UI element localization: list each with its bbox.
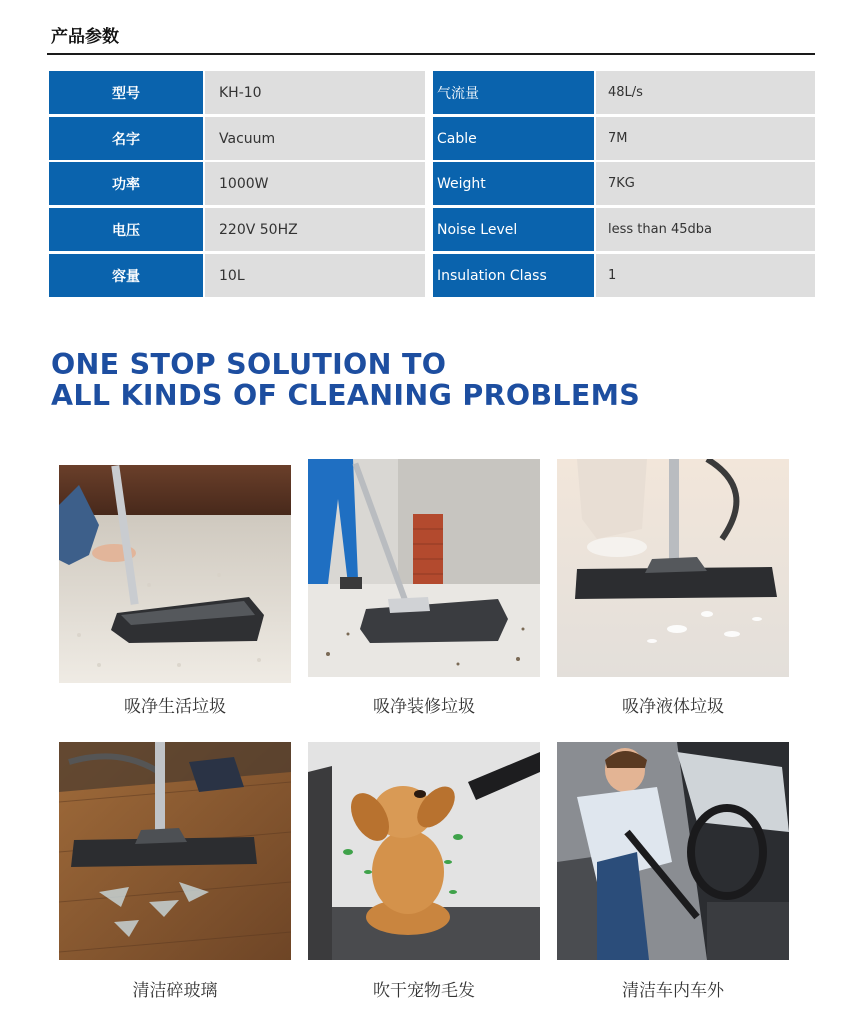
spec-label: 气流量 <box>433 71 594 114</box>
spec-label: Weight <box>433 162 594 205</box>
spec-label: 电压 <box>49 208 203 251</box>
title-divider <box>47 53 815 55</box>
headline-line-2: ALL KINDS OF CLEANING PROBLEMS <box>51 379 641 412</box>
tile-caption: 吹干宠物毛发 <box>373 981 475 1001</box>
tile-caption: 吸净生活垃圾 <box>124 697 226 717</box>
spec-row <box>49 254 815 297</box>
spec-value: 7M <box>596 117 815 160</box>
photo-glass-cleaning <box>59 742 291 960</box>
spec-label: 容量 <box>49 254 203 297</box>
section-title: 产品参数 <box>51 27 119 47</box>
spec-value: KH-10 <box>205 71 425 114</box>
spec-row <box>49 71 815 114</box>
tile-caption: 吸净液体垃圾 <box>622 697 724 717</box>
spec-value: 10L <box>205 254 425 297</box>
photo-car-cleaning <box>557 742 789 960</box>
spec-value: Vacuum <box>205 117 425 160</box>
spec-value: 48L/s <box>596 71 815 114</box>
tile-caption: 清洁碎玻璃 <box>132 981 218 1001</box>
spec-label: 名字 <box>49 117 203 160</box>
photo-liquid-cleaning <box>557 459 789 677</box>
tile-caption: 吸净装修垃圾 <box>373 697 475 717</box>
headline <box>51 349 640 411</box>
photo-renovation-cleaning <box>308 459 540 677</box>
photo-pet-drying <box>308 742 540 960</box>
headline-line-1: ONE STOP SOLUTION TO <box>51 348 447 381</box>
spec-table <box>49 71 815 298</box>
spec-row <box>49 208 815 251</box>
tile-caption: 清洁车内车外 <box>622 981 724 1001</box>
spec-value: 220V 50HZ <box>205 208 425 251</box>
spec-value: 7KG <box>596 162 815 205</box>
spec-label: 功率 <box>49 162 203 205</box>
spec-value: 1 <box>596 254 815 297</box>
spec-row <box>49 162 815 205</box>
spec-value: less than 45dba <box>596 208 815 251</box>
spec-value: 1000W <box>205 162 425 205</box>
spec-label: Cable <box>433 117 594 160</box>
spec-label: 型号 <box>49 71 203 114</box>
photo-carpet-cleaning <box>59 465 291 683</box>
spec-label: Noise Level <box>433 208 594 251</box>
spec-label: Insulation Class <box>433 254 594 297</box>
spec-row <box>49 117 815 160</box>
